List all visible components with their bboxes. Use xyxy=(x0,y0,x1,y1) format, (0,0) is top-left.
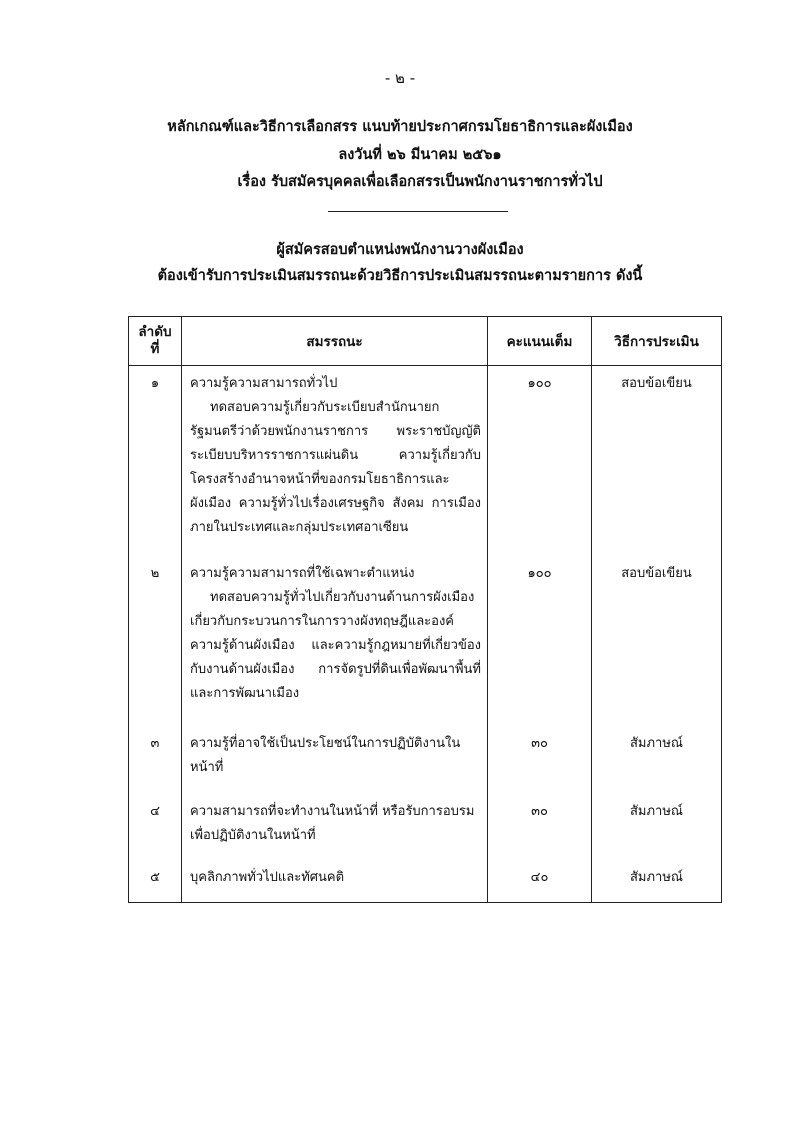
row-number: ๔ xyxy=(129,794,182,860)
competency-cell xyxy=(182,366,488,556)
assessment-method: สัมภาษณ์ xyxy=(592,726,722,794)
table-row xyxy=(129,366,722,556)
full-score: ๓๐ xyxy=(488,794,592,860)
row-number: ๕ xyxy=(129,860,182,903)
page-number: - ๒ - xyxy=(384,69,416,87)
table-row xyxy=(129,860,722,903)
row-number: ๓ xyxy=(129,726,182,794)
competency-title: ความรู้ความสามารถทั่วไป xyxy=(190,376,338,391)
row-number: ๒ xyxy=(129,556,182,726)
header-order-no-line2: ที่ xyxy=(150,341,160,357)
header-order-no-line1: ลำดับ xyxy=(138,324,172,340)
header-date: ลงวันที่ ๒๖ มีนาคม ๒๕๖๑ xyxy=(338,147,502,163)
assessment-method: สัมภาษณ์ xyxy=(592,860,722,903)
competency-title: บุคลิกภาพทั่วไปและทัศนคติ xyxy=(190,869,345,885)
assessment-method: สอบข้อเขียน xyxy=(592,366,722,556)
full-score: ๑๐๐ xyxy=(488,366,592,556)
competency-table xyxy=(128,316,722,903)
full-score: ๔๐ xyxy=(488,860,592,903)
competency-title: ความรู้ที่อาจใช้เป็นประโยชน์ในการปฏิบัติงานในหน้าที่ xyxy=(190,735,461,775)
competency-detail: ทดสอบความรู้ทั่วไปเกี่ยวกับงานด้านการผังเมือง เกี่ยวกับกระบวนการในการวางผังทฤษฎีและองค์ความรู้ด้านผังเมือง และความรู้กฎหมายที่เกี่ยวข้องกับงานด้านผังเมือง การจัดรูปที่ดินเพื่อพัฒนาพื้นที่และการพัฒนาเมือง xyxy=(190,589,481,701)
table-row xyxy=(129,556,722,726)
full-score: ๑๐๐ xyxy=(488,556,592,726)
header-assessment-method: วิธีการประเมิน xyxy=(592,317,722,366)
competency-cell xyxy=(182,794,488,860)
table-row xyxy=(129,794,722,860)
divider-line xyxy=(328,211,508,212)
table-row xyxy=(129,726,722,794)
full-score: ๓๐ xyxy=(488,726,592,794)
assessment-method: สอบข้อเขียน xyxy=(592,556,722,726)
competency-cell xyxy=(182,726,488,794)
assessment-instruction: ต้องเข้ารับการประเมินสมรรถนะด้วยวิธีการประเมินสมรรถนะตามรายการ ดังนี้ xyxy=(157,268,643,284)
table-header-row xyxy=(129,317,722,366)
header-competency: สมรรถนะ xyxy=(182,317,488,366)
position-heading: ผู้สมัครสอบตำแหน่งพนักงานวางผังเมือง xyxy=(276,242,524,258)
header-title: หลักเกณฑ์และวิธีการเลือกสรร แนบท้ายประกาศกรมโยธาธิการและผังเมือง xyxy=(167,119,633,135)
competency-title: ความสามารถที่จะทำงานในหน้าที่ หรือรับการอบรมเพื่อปฏิบัติงานในหน้าที่ xyxy=(190,803,475,843)
header-full-score: คะแนนเต็ม xyxy=(488,317,592,366)
row-number: ๑ xyxy=(129,366,182,556)
competency-cell xyxy=(182,860,488,903)
header-subject: เรื่อง รับสมัครบุคคลเพื่อเลือกสรรเป็นพนักงานราชการทั่วไป xyxy=(237,174,603,190)
assessment-method: สัมภาษณ์ xyxy=(592,794,722,860)
competency-detail: ทดสอบความรู้เกี่ยวกับระเบียบสำนักนายกรัฐมนตรีว่าด้วยพนักงานราชการ พระราชบัญญัติระเบียบบริหารราชการแผ่นดิน ความรู้เกี่ยวกับโครงสร้างอำนาจหน้าที่ของกรมโยธาธิการและผังเมือง ความรู้ทั่วไปเรื่องเศรษฐกิจ สังคม การเมือง ภายในประเทศและกลุ่มประเทศอาเซียน xyxy=(190,400,481,535)
competency-cell xyxy=(182,556,488,726)
competency-title: ความรู้ความสามารถที่ใช้เฉพาะตำแหน่ง xyxy=(190,565,415,581)
header-order-no xyxy=(129,317,182,366)
